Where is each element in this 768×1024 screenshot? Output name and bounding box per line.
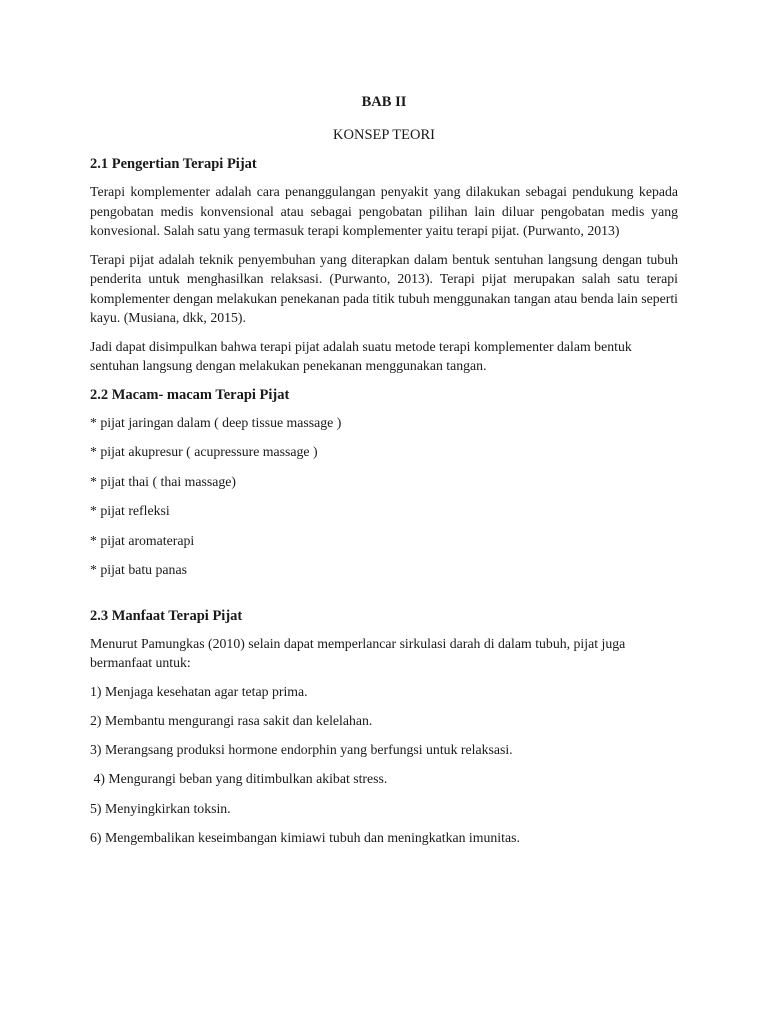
- paragraph: Jadi dapat disimpulkan bahwa terapi pijat adalah suatu metode terapi komplementer dalam bentuk sentuhan langsung dengan melakukan penekanan menggunakan tangan.: [90, 338, 632, 373]
- list-item: * pijat batu panas: [90, 562, 187, 577]
- section-manfaat: [90, 606, 678, 848]
- paragraph: Menurut Pamungkas (2010) selain dapat memperlancar sirkulasi darah di dalam tubuh, pijat juga bermanfaat untuk:: [90, 635, 626, 670]
- paragraph: Terapi pijat adalah teknik penyembuhan yang diterapkan dalam bentuk sentuhan langsung dengan tubuh penderita untuk menghasilkan relaksasi. (Purwanto, 2013). Terapi pijat merupakan salah satu terapi komplementer dengan melakukan penekanan pada titik tubuh menggunakan tangan atau benda lain seperti kayu. (Musiana, dkk, 2015).: [90, 251, 678, 325]
- list-item: * pijat akupresur ( acupressure massage ): [90, 444, 318, 459]
- section-heading: 2.3 Manfaat Terapi Pijat: [90, 607, 243, 624]
- chapter-title: KONSEP TEORI: [333, 127, 435, 143]
- section-heading: 2.2 Macam- macam Terapi Pijat: [90, 386, 290, 403]
- benefits-list: [90, 682, 678, 848]
- massage-types-list: [90, 413, 678, 580]
- list-item: 1) Menjaga kesehatan agar tetap prima.: [90, 683, 308, 699]
- section-pengertian: [90, 154, 678, 376]
- section-spacer: [90, 590, 678, 606]
- list-item: 2) Membantu mengurangi rasa sakit dan kelelahan.: [90, 712, 373, 728]
- list-item: * pijat jaringan dalam ( deep tissue massage ): [90, 414, 342, 430]
- section-macam: [90, 385, 678, 580]
- list-item: * pijat refleksi: [90, 503, 170, 518]
- list-item: 5) Menyingkirkan toksin.: [90, 800, 231, 816]
- list-item: * pijat thai ( thai massage): [90, 473, 236, 489]
- document-page: [90, 92, 678, 857]
- list-item: * pijat aromaterapi: [90, 532, 195, 548]
- list-item: 3) Merangsang produksi hormone endorphin yang berfungsi untuk relaksasi.: [90, 742, 513, 758]
- list-item: 4) Mengurangi beban yang ditimbulkan akibat stress.: [90, 771, 388, 787]
- list-item: 6) Mengembalikan keseimbangan kimiawi tubuh dan meningkatkan imunitas.: [90, 829, 520, 845]
- section-heading: 2.1 Pengertian Terapi Pijat: [90, 156, 257, 172]
- chapter-number: BAB II: [361, 94, 407, 110]
- paragraph: Terapi komplementer adalah cara penanggulangan penyakit yang dilakukan sebagai pendukung kepada pengobatan medis konvensional atau sebagai pengobatan pilihan lain diluar pengobatan medis yang konvesional. Salah satu yang termasuk terapi komplementer yaitu terapi pijat. (Purwanto, 2013): [90, 184, 678, 238]
